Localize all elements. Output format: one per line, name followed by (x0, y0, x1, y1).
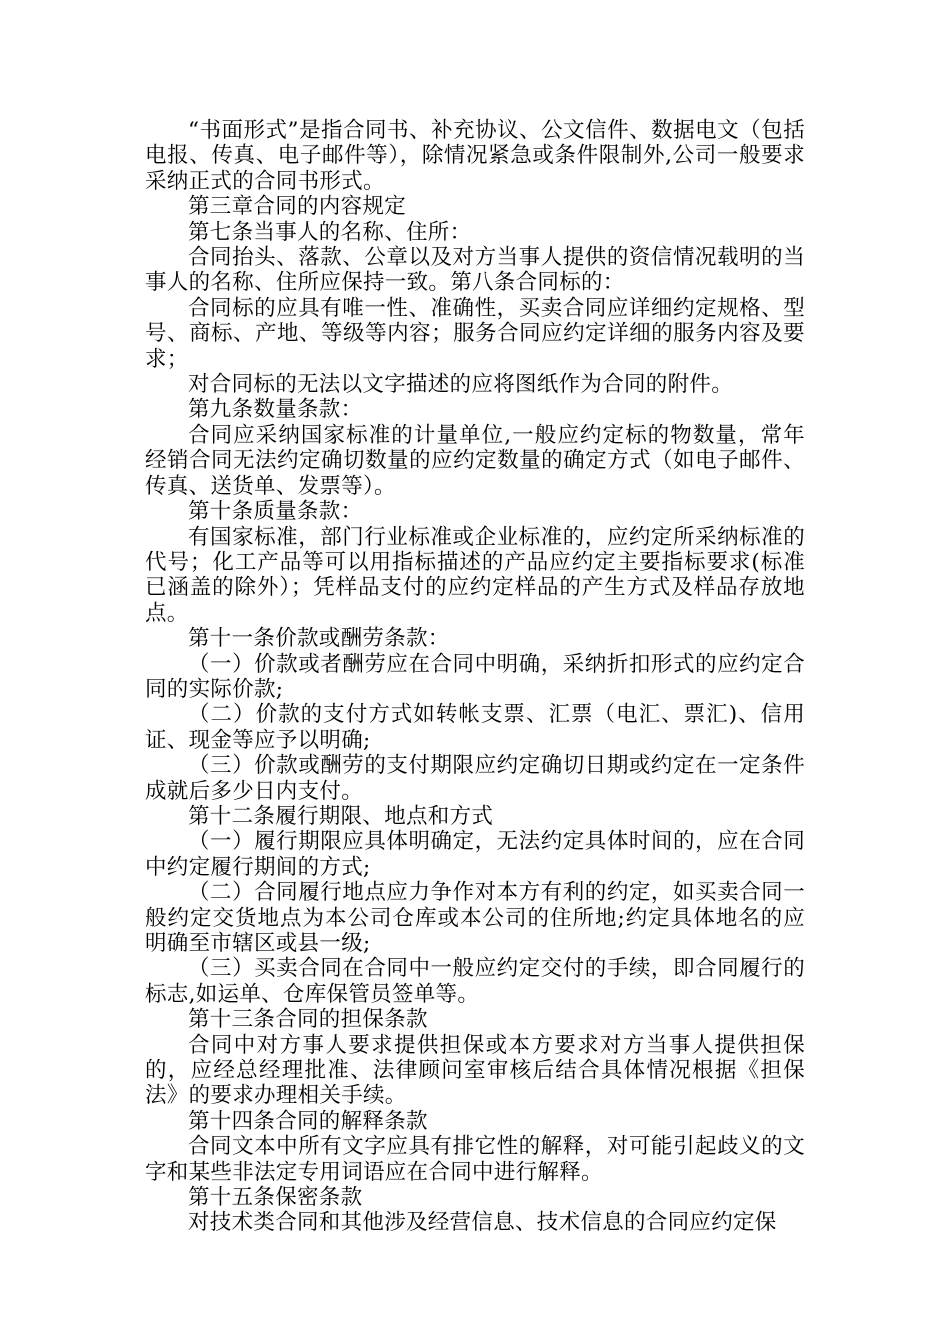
article-11-item-1: （一）价款或者酬劳应在合同中明确，采纳折扣形式的应约定合同的实际价款; (145, 651, 805, 702)
article-7-body: 合同抬头、落款、公章以及对方当事人提供的资信情况载明的当事人的名称、住所应保持一致。第八条合同标的： (145, 245, 805, 296)
article-9-heading: 第九条数量条款： (188, 397, 363, 423)
paragraph-written-form-definition: “书面形式”是指合同书、补充协议、公文信件、数据电文（包括电报、传真、电子邮件等），除情况紧急或条件限制外,公司一般要求采纳正式的合同书形式。 (145, 118, 805, 194)
article-14-body: 合同文本中所有文字应具有排它性的解释，对可能引起歧义的文字和某些非法定专用词语应在合同中进行解释。 (145, 1134, 805, 1185)
article-12-item-1: （一）履行期限应具体明确定，无法约定具体时间的，应在合同中约定履行期间的方式; (145, 829, 805, 880)
article-12-heading: 第十二条履行期限、地点和方式 (188, 803, 494, 829)
article-13-body: 合同中对方事人要求提供担保或本方要求对方当事人提供担保的，应经总经理批准、法律顾问室审核后结合具体情况根据《担保法》的要求办理相关手续。 (145, 1032, 805, 1109)
article-10-body: 有国家标准，部门行业标准或企业标准的，应约定所采纳标准的代号；化工产品等可以用指标描述的产品应约定主要指标要求(标准已涵盖的除外）；凭样品支付的应约定样品的产生方式及样品存放地点。 (145, 524, 805, 626)
article-9-body: 合同应采纳国家标准的计量单位,一般应约定标的物数量，常年经销合同无法约定确切数量的应约定数量的确定方式（如电子邮件、传真、送货单、发票等）。 (145, 422, 805, 499)
article-11-heading: 第十一条价款或酬劳条款： (188, 626, 450, 652)
article-8-body: 合同标的应具有唯一性、准确性，买卖合同应详细约定规格、型号、商标、产地、等级等内容；服务合同应约定详细的服务内容及要求； (145, 295, 805, 372)
article-15-heading: 第十五条保密条款 (188, 1185, 363, 1211)
article-12-item-2: （二）合同履行地点应力争作对本方有利的约定，如买卖合同一般约定交货地点为本公司仓库或本公司的住所地;约定具体地名的应明确至市辖区或县一级; (145, 880, 805, 956)
chapter-heading-3: 第三章合同的内容规定 (188, 194, 407, 220)
article-14-heading: 第十四条合同的解释条款 (188, 1108, 428, 1134)
article-15-body: 对技术类合同和其他涉及经营信息、技术信息的合同应约定保 (188, 1210, 777, 1236)
article-12-item-3: （三）买卖合同在合同中一般应约定交付的手续，即合同履行的标志,如运单、仓库保管员签单等。 (145, 956, 805, 1007)
article-10-heading: 第十条质量条款： (188, 499, 363, 525)
document-body (145, 118, 805, 1236)
article-11-item-2: （二）价款的支付方式如转帐支票、汇票（电汇、票汇)、信用证、现金等应予以明确; (145, 702, 805, 753)
article-8-drawings: 对合同标的无法以文字描述的应将图纸作为合同的附件。 (188, 372, 734, 398)
article-7-heading: 第七条当事人的名称、住所： (188, 219, 472, 245)
article-11-item-3: （三）价款或酬劳的支付期限应约定确切日期或约定在一定条件成就后多少日内支付。 (145, 753, 805, 804)
article-13-heading: 第十三条合同的担保条款 (188, 1007, 428, 1033)
